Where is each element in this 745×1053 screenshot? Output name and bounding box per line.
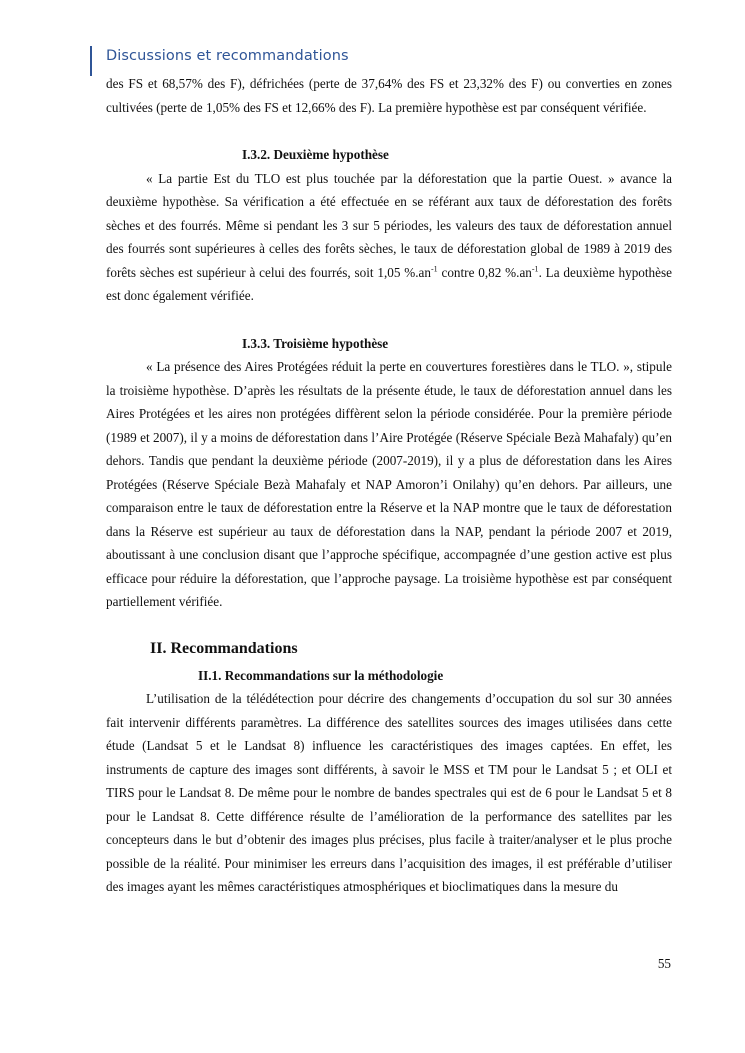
section-heading-recommendations: II. Recommandations bbox=[150, 639, 298, 657]
superscript: -1 bbox=[430, 264, 438, 274]
subheading-second-hypothesis: I.3.2. Deuxième hypothèse bbox=[242, 147, 389, 162]
paragraph-continuation: des FS et 68,57% des F), défrichées (perte de 37,64% des FS et 23,32% des F) ou converties en zones cultivées (perte de 1,05% des FS et 12,66% des F). La première hypothèse est par conséquent vérifiée. bbox=[106, 76, 672, 115]
subheading-methodology: II.1. Recommandations sur la méthodologie bbox=[198, 667, 444, 683]
subheading-third-hypothesis: I.3.3. Troisième hypothèse bbox=[242, 335, 389, 351]
header-accent-bar bbox=[90, 46, 92, 76]
paragraph-methodology: L’utilisation de la télédétection pour décrire des changements d’occupation du sol sur 30 années fait intervenir différents paramètres. La différence des satellites sources des images utilisées dans cette étude (Landsat 5 et le Landsat 8) influence les caractéristiques des images captées. En effet, les instruments de capture des images sont différents, à savoir le MSS et TM pour le Landsat 5 ; et OLI et TIRS pour le Landsat 8. De même pour le nombre de bandes spectrales qui est de 6 pour le Landsat 5 et 8 pour le Landsat 8. Cette différence résulte de l’amélioration de la performance des satellites par les concepteurs dans le but d’obtenir des images plus précises, plus facile à traiter/analyser et le plus proche possible de la réalité. Pour minimiser les erreurs dans l’acquisition des images, il est préférable d’utiliser des images ayant les mêmes caractéristiques atmosphériques et bioclimatiques dans la mesure du bbox=[106, 691, 672, 894]
paragraph-third-hypothesis: « La présence des Aires Protégées réduit la perte en couvertures forestières dans le TLO. », stipule la troisième hypothèse. D’après les résultats de la présente étude, le taux de déforestation annuel dans les Aires Protégées et les aires non protégées diffèrent selon la période considérée. Pour la première période (1989 et 2007), il y a moins de déforestation dans l’Aire Protégée (Réserve Spéciale Bezà Mahafaly) qu’en dehors. Tandis que pendant la deuxième période (2007-2019), il y a plus de déforestation dans les Aires Protégées (Réserve Spéciale Bezà Mahafaly et NAP Amoron’i Onilahy) qu’en dehors. Par ailleurs, une comparaison entre le taux de déforestation entre la Réserve et la NAP montre que le taux de déforestation dans la Réserve est supérieur au taux de déforestation dans la NAP, pendant la période 2007 et 2019, aboutissant à une conclusion disant que l’approche spécifique, accompagnée d’une gestion active est plus efficace pour réduire la déforestation, que l’approche paysage. La troisième hypothèse est par conséquent partiellement vérifiée. bbox=[106, 359, 672, 609]
text-run: . La deuxième hypothèse est donc également vérifiée. bbox=[106, 264, 672, 303]
page-body bbox=[106, 72, 672, 899]
page-number: 55 bbox=[657, 956, 671, 971]
superscript: -1 bbox=[531, 264, 539, 274]
paragraph-second-hypothesis bbox=[106, 167, 672, 308]
text-run: contre 0,82 %.an bbox=[437, 264, 532, 280]
text-run: « La partie Est du TLO est plus touchée par la déforestation que la partie Ouest. » avance la deuxième hypothèse. Sa vérification a été effectuée en se référant aux taux de déforestation des forêts sèches et des fourrés. Même si pendant les 3 sur 5 périodes, les valeurs des taux de déforestation annuel des fourrés sont supérieures à celles des forêts sèches, le taux de déforestation global de 1989 à 2019 des forêts sèches est supérieur à celui des fourrés, soit 1,05 %.an bbox=[106, 170, 672, 280]
running-header-title: Discussions et recommandations bbox=[106, 48, 349, 64]
